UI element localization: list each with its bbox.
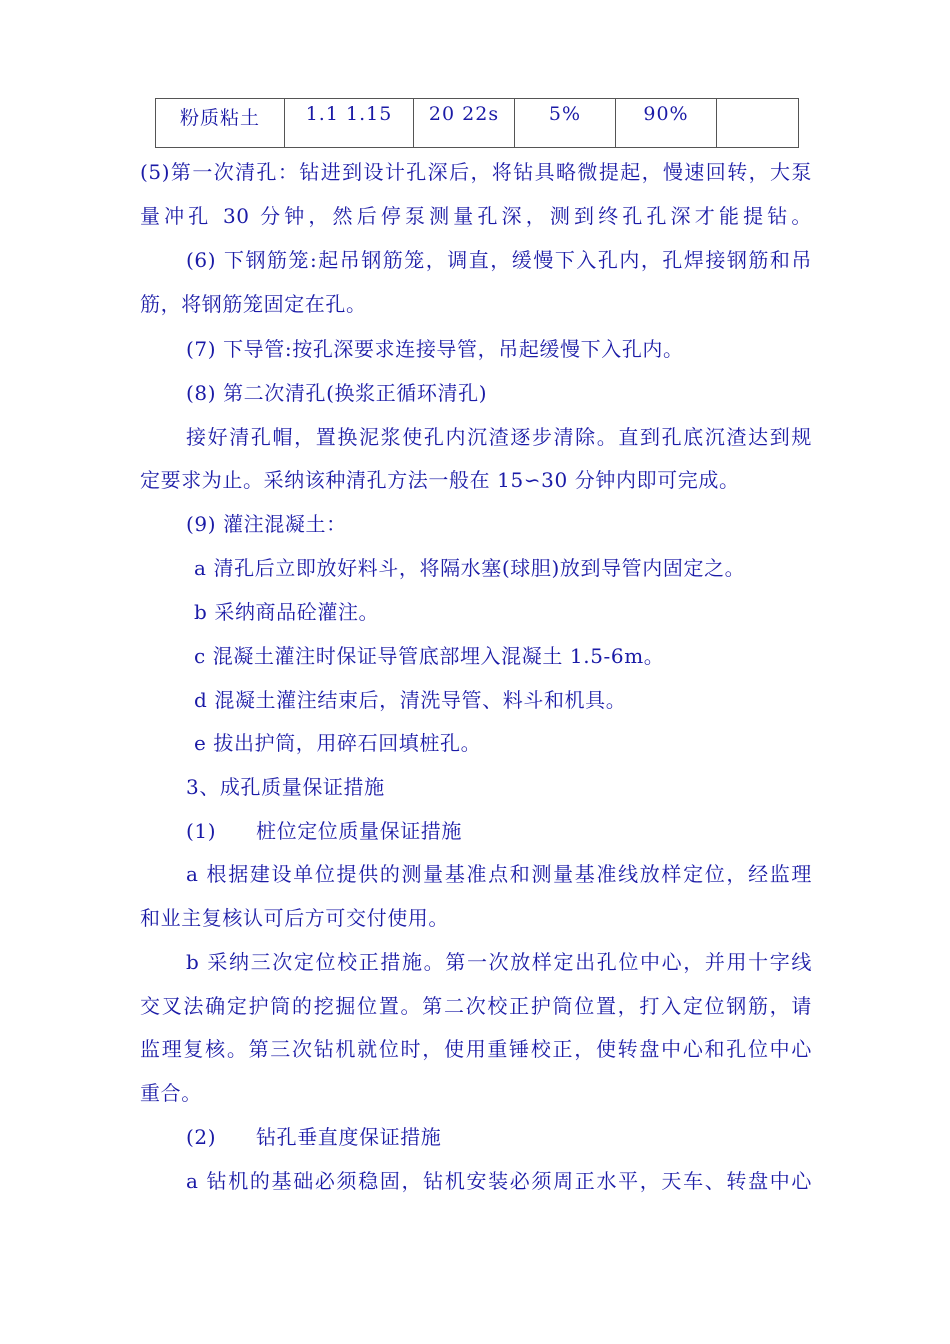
text-line: 量冲孔 30 分钟，然后停泵测量孔深，测到终孔孔深才能提钻。 [140, 204, 812, 228]
table-cell: 粉质粘土 [156, 99, 285, 148]
text-line: 交叉法确定护筒的挖掘位置。第二次校正护筒位置，打入定位钢筋，请 [140, 994, 812, 1018]
text-line: (7) 下导管:按孔深要求连接导管，吊起缓慢下入孔内。 [186, 337, 684, 361]
table-cell: 5% [515, 99, 616, 148]
text-line: 接好清孔帽，置换泥浆使孔内沉渣逐步清除。直到孔底沉渣达到规 [186, 425, 812, 449]
text-line: b 采纳商品砼灌注。 [194, 600, 380, 624]
subsection-heading [186, 819, 462, 843]
text-line: b 采纳三次定位校正措施。第一次放样定出孔位中心，并用十字线 [186, 950, 812, 974]
soil-parameter-table [155, 98, 799, 148]
table-cell [717, 99, 799, 148]
text-line: a 清孔后立即放好料斗，将隔水塞(球胆)放到导管内固定之。 [194, 556, 746, 580]
text-line: c 混凝土灌注时保证导管底部埋入混凝土 1.5-6m。 [194, 644, 665, 668]
text-line: e 拔出护筒，用碎石回填桩孔。 [194, 731, 482, 755]
text-line: (5)第一次清孔：钻进到设计孔深后，将钻具略微提起，慢速回转，大泵 [140, 160, 812, 184]
text-line: a 钻机的基础必须稳固，钻机安装必须周正水平，天车、转盘中心 [186, 1169, 812, 1193]
text-line: d 混凝土灌注结束后，清洗导管、料斗和机具。 [194, 688, 627, 712]
text-line: 和业主复核认可后方可交付使用。 [140, 906, 449, 930]
text-line: (8) 第二次清孔(换浆正循环清孔) [186, 381, 488, 405]
subsection-title: 桩位定位质量保证措施 [256, 819, 462, 843]
subsection-number: (1) [186, 819, 217, 843]
text-line: 筋，将钢筋笼固定在孔。 [140, 292, 367, 316]
subsection-heading [186, 1125, 441, 1149]
table-cell: 90% [616, 99, 717, 148]
text-line: (9) 灌注混凝土： [186, 512, 347, 536]
table-cell: 1.1 1.15 [285, 99, 414, 148]
text-line: a 根据建设单位提供的测量基准点和测量基准线放样定位，经监理 [186, 862, 812, 886]
subsection-number: (2) [186, 1125, 217, 1149]
table-cell: 20 22s [414, 99, 515, 148]
text-line: (6) 下钢筋笼:起吊钢筋笼，调直，缓慢下入孔内，孔焊接钢筋和吊 [186, 248, 812, 272]
text-line: 重合。 [140, 1081, 202, 1105]
subsection-title: 钻孔垂直度保证措施 [256, 1125, 442, 1149]
section-heading: 3、成孔质量保证措施 [186, 775, 385, 799]
table-row [156, 99, 799, 148]
text-line: 监理复核。第三次钻机就位时，使用重锤校正，使转盘中心和孔位中心 [140, 1037, 812, 1061]
text-line: 定要求为止。采纳该种清孔方法一般在 15∽30 分钟内即可完成。 [140, 468, 740, 492]
